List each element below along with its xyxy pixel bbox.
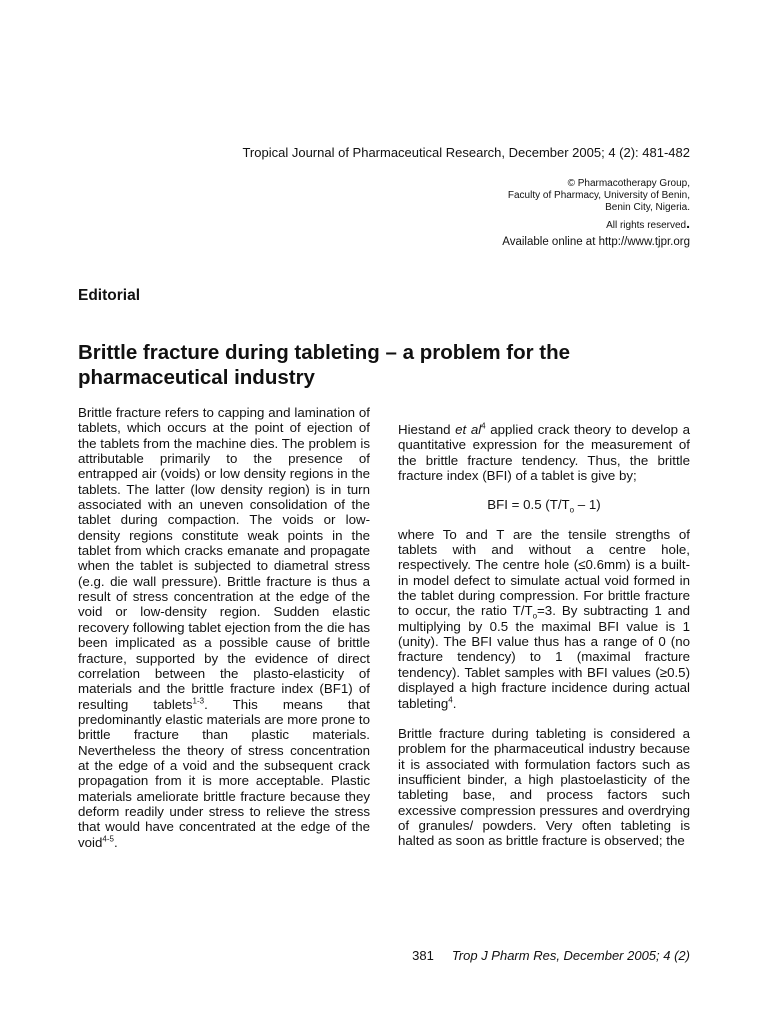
body-paragraph: [398, 527, 690, 711]
footer-citation: Trop J Pharm Res, December 2005; 4 (2): [451, 948, 690, 963]
body-text: . This means that predominantly elastic materials are more prone to brittle fracture than plastic materials. Nevertheless the theory of stress concentration at the edge of a void and the subsequent crack propagation from it is more acceptable. Plastic materials ameliorate brittle fracture because they deform readily under stress to relieve the stress that would have concentrated at the edge of the void: [78, 696, 370, 850]
page-footer: [300, 948, 690, 964]
bfi-equation: [398, 497, 690, 516]
journal-citation-header: Tropical Journal of Pharmaceutical Research, December 2005; 4 (2): 481-482: [242, 145, 690, 160]
section-label: Editorial: [78, 287, 141, 304]
body-text: where To and T are the tensile strengths of tablets with and without a centre hole, respectively. The centre hole (≤0.6mm) is a built-in model defect to simulate actual void formed in the tablet during compression. For brittle fracture to occur, the ratio T/T: [398, 526, 690, 619]
rights-period: .: [686, 215, 690, 231]
left-column: [78, 405, 370, 850]
et-al-text: et al: [455, 422, 482, 437]
body-paragraph: Brittle fracture during tableting is considered a problem for the pharmaceutical industry because it is associated with formulation factors such as insufficient binder, a high plastoelasticity of the tableting base, and process factors such excessive compression pressures and overdrying of granules/ powders. Very often tableting is halted as soon as brittle fracture is observed; the: [398, 725, 690, 849]
body-paragraph: [78, 405, 370, 850]
reference-superscript: 4: [481, 421, 486, 431]
reference-superscript: 1-3: [192, 696, 205, 706]
body-text: .: [452, 695, 457, 711]
body-text: Hiestand: [398, 422, 456, 437]
article-title: Brittle fracture during tableting – a problem for the pharmaceutical industry: [78, 341, 571, 389]
affiliation-block: [380, 178, 690, 232]
affiliation-line: Faculty of Pharmacy, University of Benin,: [507, 190, 690, 201]
affiliation-line: © Pharmacotherapy Group,: [567, 178, 690, 189]
reference-superscript: 4-5: [102, 834, 114, 844]
rights-text: All rights reserved: [606, 220, 687, 231]
affiliation-line: Benin City, Nigeria.: [605, 202, 690, 213]
equation-text: – 1): [574, 497, 601, 513]
equation-text: BFI = 0.5 (T/T: [487, 497, 570, 513]
right-column: [398, 422, 690, 849]
rights-notice: [380, 217, 690, 232]
online-availability: Available online at http://www.tjpr.org: [502, 236, 690, 248]
body-text: =3. By subtracting 1 and multiplying by 0.5 the maximal BFI value is 1 (unity). The BFI value thus has a range of 0 (no fracture tendency) to 1 (maximal fracture tendency). Tablet samples with BFI values (≥0.5) displayed a high fracture incidence during actual tableting: [398, 603, 690, 711]
body-text: Brittle fracture refers to capping and lamination of tablets, which occurs at the point of ejection of the tablets from the machine dies. The problem is attributable primarily to the presence of entrapped air (voids) or low density regions in the tablets. The latter (low density region) is in turn associated with an uneven consolidation of the tablet during compaction. The voids or low-density regions constitute weak points in the tablet from which cracks emanate and propagate when the tablet is subjected to diametral stress (e.g. die wall pressure). Brittle fracture is thus a result of stress concentration at the edge of the void or low-density region. Sudden elastic recovery following tablet ejection from the die has been implicated as a possible cause of brittle fracture, supported by the evidence of direct correlation between the plasto-elasticity of materials and the brittle fracture index (BF1) of resulting tablets: [78, 405, 370, 712]
body-text: applied crack theory to develop a quantitative expression for the measurement of the brittle fracture tendency. Thus, the brittle fracture index (BFI) of a tablet is give by;: [398, 422, 690, 484]
page-number: 381: [412, 948, 434, 963]
ratio-subscript: o: [532, 612, 538, 622]
equation-subscript: o: [569, 506, 575, 516]
reference-superscript: 4: [448, 695, 453, 705]
body-paragraph: [398, 422, 690, 483]
body-text: .: [113, 834, 118, 850]
